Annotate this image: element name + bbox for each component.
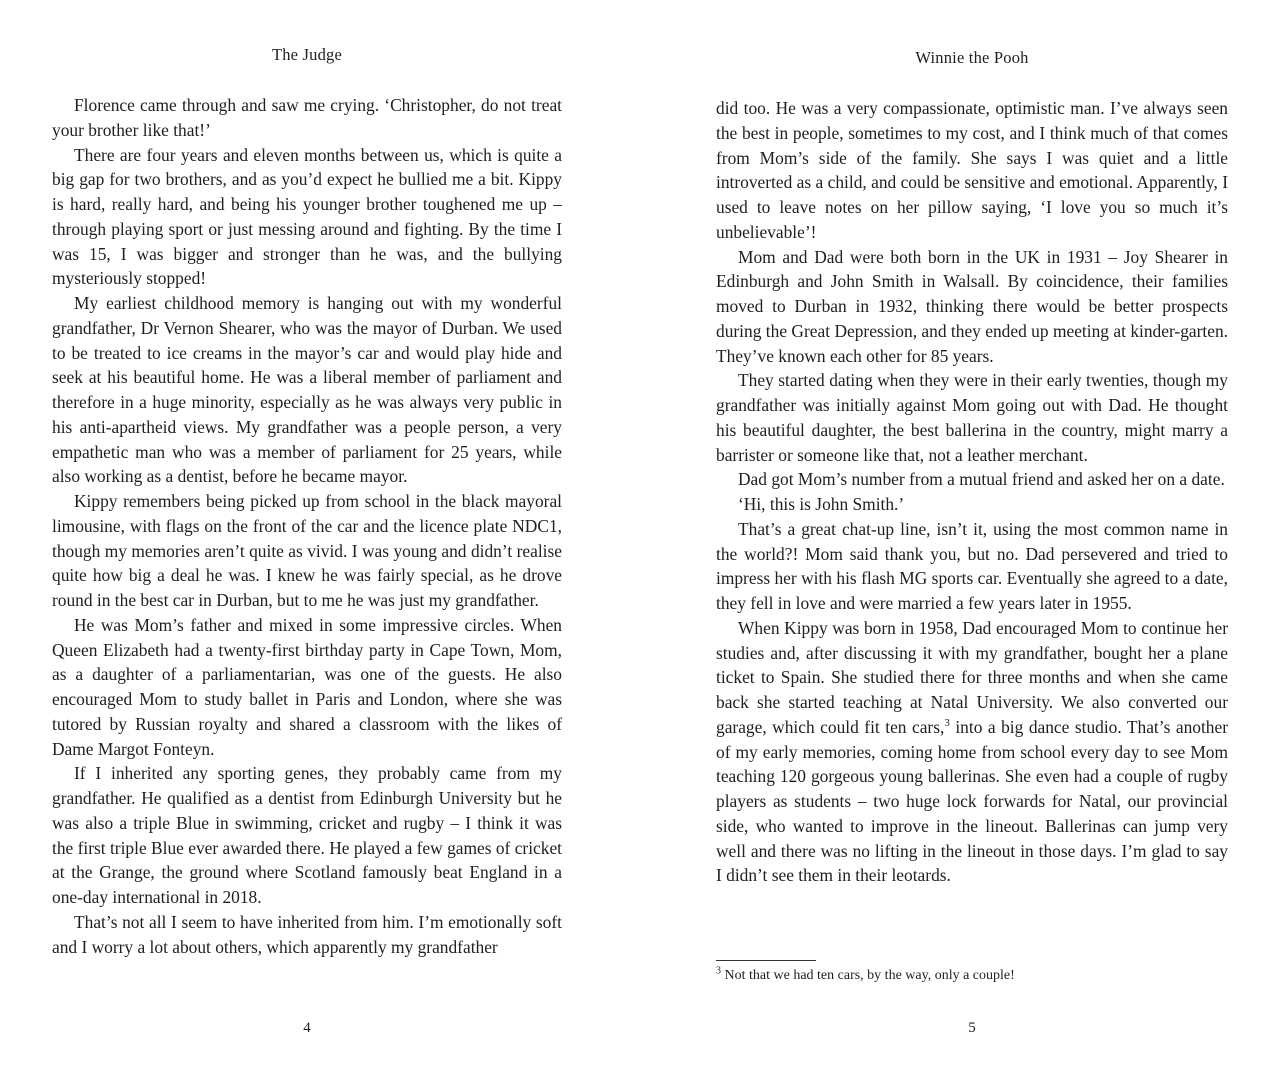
footnote-marker: 3 xyxy=(716,965,721,977)
footnote-text: Not that we had ten cars, by the way, only a couple! xyxy=(721,968,1015,983)
footnote-rule xyxy=(716,960,816,961)
paragraph: That’s not all I seem to have inherited from him. I’m emotionally soft and I worry a lot about others, which apparently my grandfather xyxy=(52,911,562,957)
left-page-body xyxy=(52,93,562,959)
footnote xyxy=(716,966,1228,986)
page-number-left: 4 xyxy=(303,1020,311,1036)
paragraph-with-footnote xyxy=(716,616,1228,888)
paragraph: Florence came through and saw me crying. ‘Christopher, do not treat your brother like that!’ xyxy=(52,95,562,140)
footnote-reference: 3 xyxy=(944,716,950,729)
paragraph-text: When Kippy was born in 1958, Dad encouraged Mom to continue her studies and, after discussing it with my grandfather, bought her a plane ticket to Spain. She studied there for three months and when she came back she started teaching at Natal University. We also converted our garage, which could fit ten cars, xyxy=(716,617,1228,737)
paragraph: If I inherited any sporting genes, they probably came from my grandfather. He qualified as a dentist from Edinburgh University but he was also a triple Blue in swimming, cricket and rugby – I think it was the first triple Blue ever awarded there. He played a few games of cricket at the Grange, the ground where Scotland famously beat England in a one-day international in 2018. xyxy=(52,763,562,907)
paragraph: Mom and Dad were both born in the UK in 1931 – Joy Shearer in Edinburgh and John Smith in Walsall. By coincidence, their families moved to Durban in 1932, thinking there would be better prospects during the Great Depression, and they ended up meeting at kinder-garten. They’ve known each other for 85 years. xyxy=(716,246,1228,366)
continued-paragraph: did too. He was a very compassionate, optimistic man. I’ve always seen the best in people, sometimes to my cost, and I think much of that comes from Mom’s side of the family. She says I was quiet and a little introverted as a child, and could be sensitive and emotional. Apparently, I used to leave notes on her pillow saying, ‘I love you so much it’s unbelievable’! xyxy=(716,98,1228,242)
running-head-left: The Judge xyxy=(271,45,343,64)
running-head-right: Winnie the Pooh xyxy=(915,48,1029,67)
right-page xyxy=(716,0,1228,1080)
left-page xyxy=(52,0,562,1080)
paragraph: ‘Hi, this is John Smith.’ xyxy=(738,494,905,514)
paragraph-text: into a big dance studio. That’s another of my early memories, coming home from school every day to see Mom teaching 120 gorgeous young ballerinas. She even had a couple of rugby players as students – two huge lock forwards for Natal, our provincial side, who wanted to improve in the lineout. Ballerinas can jump very well and there was no lifting in the lineout in those days. I’m glad to say I didn’t see them in their leotards. xyxy=(716,716,1229,886)
paragraph: There are four years and eleven months between us, which is quite a big gap for two brothers, and as you’d expect he bullied me a bit. Kippy is hard, really hard, and being his younger brother toughened me up – through playing sport or just messing around and fighting. By the time I was 15, I was bigger and stronger than he was, and the bullying mysteriously stopped! xyxy=(52,144,562,289)
right-page-body xyxy=(716,96,1228,888)
paragraph: They started dating when they were in their early twenties, though my grandfather was initially against Mom going out with Dad. He thought his beautiful daughter, the best ballerina in the country, might marry a barrister or someone like that, not a leather merchant. xyxy=(716,370,1228,465)
paragraph: That’s a great chat-up line, isn’t it, using the most common name in the world?! Mom said thank you, but no. Dad persevered and tried to impress her with his flash MG sports car. Eventually she agreed to a date, they fell in love and were married a few years later in 1955. xyxy=(716,518,1228,613)
paragraph: My earliest childhood memory is hanging out with my wonderful grandfather, Dr Vernon Shearer, who was the mayor of Durban. We used to be treated to ice creams in the mayor’s car and would play hide and seek at his beautiful home. He was a liberal member of parliament and therefore in a huge minority, especially as he was always very public in his anti-apartheid views. My grandfather was a people person, a very empathetic man who was a member of parliament for 25 years, while also working as a dentist, before he became mayor. xyxy=(52,293,562,487)
paragraph: Dad got Mom’s number from a mutual friend and asked her on a date. xyxy=(738,469,1225,490)
page-number-right: 5 xyxy=(968,1020,976,1036)
paragraph: Kippy remembers being picked up from school in the black mayoral limousine, with flags on the front of the car and the licence plate NDC1, though my memories aren’t quite as vivid. I was young and didn’t realise quite how big a deal he was. I knew he was fairly special, as he drove round in the best car in Durban, but to me he was just my grandfather. xyxy=(52,491,562,610)
paragraph: He was Mom’s father and mixed in some impressive circles. When Queen Elizabeth had a twenty-first birthday party in Cape Town, Mom, as a daughter of a parliamentarian, was one of the guests. He also encouraged Mom to study ballet in Paris and London, where she was tutored by Russian royalty and shared a classroom with the likes of Dame Margot Fonteyn. xyxy=(52,614,562,759)
